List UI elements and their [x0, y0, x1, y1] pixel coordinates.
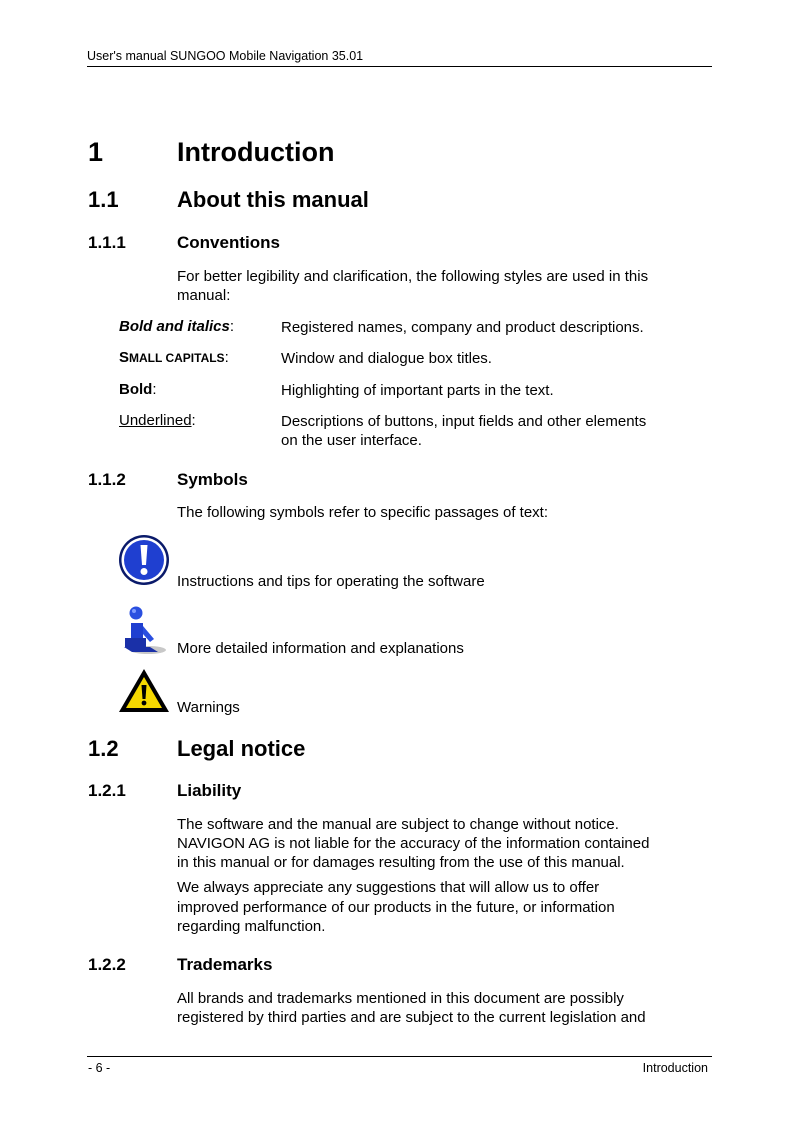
paragraph-line: For better legibility and clarification, the following styles are used in this: [177, 268, 649, 285]
paragraph-line: The following symbols refer to specific passages of text:: [177, 504, 549, 521]
convention-description: Registered names, company and product descriptions.: [281, 319, 644, 336]
exclamation-icon: [118, 534, 170, 586]
symbol-description: More detailed information and explanations: [177, 640, 464, 657]
subsection-title: Symbols: [177, 470, 248, 489]
convention-description: Descriptions of buttons, input fields and other elements: [281, 413, 647, 430]
symbol-description: Instructions and tips for operating the software: [177, 573, 485, 590]
paragraph-line: improved performance of our products in the future, or information: [177, 899, 615, 916]
header-rule: [87, 66, 712, 67]
convention-description: Window and dialogue box titles.: [281, 350, 492, 367]
footer-section: Introduction: [642, 1061, 708, 1075]
convention-term: [119, 349, 229, 366]
subsection-number: 1.2.1: [88, 781, 126, 800]
term-colon: :: [152, 381, 157, 398]
section-number: 1.2: [88, 736, 119, 761]
paragraph-line: manual:: [177, 287, 231, 304]
term-underlined: Underlined: [119, 412, 192, 429]
info-person-icon: [118, 604, 168, 656]
paragraph-line: regarding malfunction.: [177, 918, 326, 935]
section-number: 1.1: [88, 187, 119, 212]
term-bold-italic: Bold and italics: [119, 318, 230, 335]
paragraph-line: We always appreciate any suggestions that will allow us to offer: [177, 879, 600, 896]
paragraph-line: registered by third parties and are subject to the current legislation and: [177, 1009, 646, 1026]
convention-description: Highlighting of important parts in the text.: [281, 382, 554, 399]
subsection-title: Conventions: [177, 233, 280, 252]
paragraph-line: The software and the manual are subject to change without notice.: [177, 816, 619, 833]
page-number: - 6 -: [88, 1061, 111, 1075]
footer-rule: [87, 1056, 712, 1057]
subsection-number: 1.1.1: [88, 233, 126, 252]
term-bold: Bold: [119, 381, 153, 398]
section-title: Legal notice: [177, 736, 306, 761]
paragraph-line: All brands and trademarks mentioned in this document are possibly: [177, 990, 624, 1007]
subsection-number: 1.2.2: [88, 955, 126, 974]
term-colon: :: [191, 412, 196, 429]
convention-term: [119, 381, 157, 398]
symbol-description: Warnings: [177, 699, 240, 716]
convention-term: [119, 318, 234, 335]
subsection-title: Liability: [177, 781, 242, 800]
term-colon: :: [229, 318, 235, 335]
subsection-number: 1.1.2: [88, 470, 126, 489]
subsection-title: Trademarks: [177, 955, 273, 974]
term-small-caps-initial: S: [119, 349, 130, 366]
paragraph-line: NAVIGON AG is not liable for the accuracy of the information contained: [177, 835, 650, 852]
chapter-number: 1: [88, 137, 104, 167]
section-title: About this manual: [177, 187, 369, 212]
convention-term: [119, 412, 196, 429]
running-header: User's manual SUNGOO Mobile Navigation 35.01: [87, 49, 364, 63]
chapter-title: Introduction: [177, 137, 335, 167]
convention-description: on the user interface.: [281, 432, 422, 449]
paragraph-line: in this manual or for damages resulting from the use of this manual.: [177, 854, 625, 871]
warning-icon: [118, 668, 170, 714]
term-small-caps-rest: MALL CAPITALS: [129, 351, 225, 365]
term-colon: :: [224, 349, 229, 366]
